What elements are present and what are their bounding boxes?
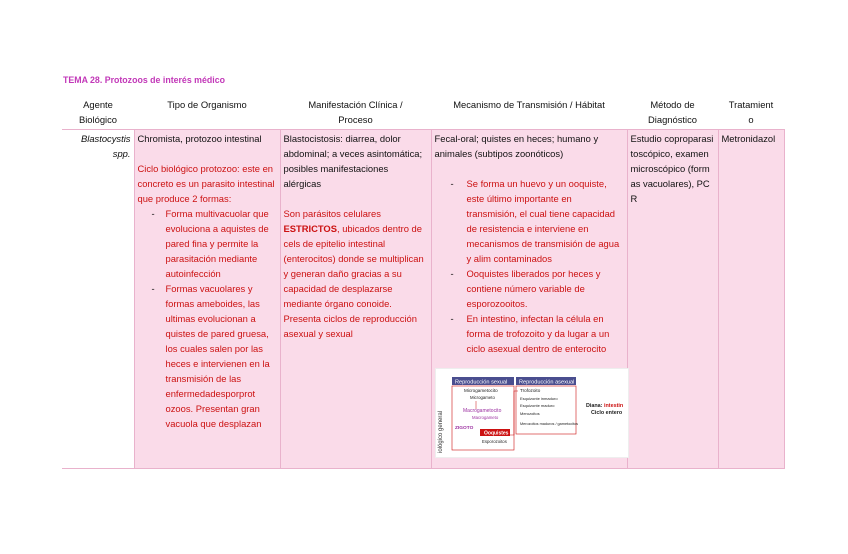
cell-treatment: Metronidazol: [718, 130, 784, 469]
cell-agent: Blastocystis spp.: [62, 130, 134, 469]
label-esporozoitos: Esporozoitos: [481, 439, 507, 444]
cell-mechanism: [431, 130, 627, 469]
label-diana: Diana:: [585, 403, 602, 409]
header-agent: Agente Biológico: [62, 95, 134, 130]
life-cycle-svg: [436, 369, 628, 457]
label-esquizonte-inmaduro: Esquizonte inmaduro: [519, 396, 558, 401]
cell-type: [134, 130, 280, 469]
header-manifestation: Manifestación Clínica / Proceso: [280, 95, 431, 130]
manifest-red-text: Son parásitos celulares ESTRICTOS, ubicados dentro de cels de epitelio intestinal (enterocitos) donde se multiplican y generan daño gracias a su capacidad de desplazarse mediante órgano conoide. Presenta ciclos de reproducción asexual y sexual: [283, 208, 424, 339]
sexual-header: Reproducción sexual: [454, 379, 507, 386]
label-esquizonte-maduro: Esquizonte maduro: [519, 403, 554, 408]
asexual-header: Reproducción asexual: [518, 379, 574, 386]
cell-manifestation: [280, 130, 431, 469]
label-macrogameto: Macrogameto: [471, 415, 498, 420]
table-row: [62, 130, 784, 469]
label-ooquistes: Ooquistes: [483, 430, 508, 437]
type-forms-list: [138, 206, 277, 431]
header-row: [62, 95, 784, 130]
mechanism-list: [435, 176, 624, 356]
list-item: - Forma multivacuolar que evoluciona a aquistes de pared fina y permite la parasitación mediante autoinfección: [156, 206, 277, 281]
cell-diagnosis: Estudio coproparasitoscópico, examen microscópico (formas vacuolares), PCR: [627, 130, 718, 469]
life-cycle-diagram: [435, 368, 629, 458]
topic-title: TEMA 28. Protozoos de interés médico: [63, 75, 225, 85]
label-zigoto: ZIGOTO: [454, 426, 473, 431]
label-microgametocito: Microgametocito: [463, 388, 498, 393]
label-merozoitos: Merozoitos: [519, 411, 540, 416]
label-microgameto: Microgameto: [469, 395, 495, 400]
type-intro: Chromista, protozoo intestinal: [137, 133, 262, 144]
label-ciclo: Ciclo entero: [590, 410, 622, 416]
manifest-text: Blastocistosis: diarrea, dolor abdominal; a veces asintomática; posibles manifestaciones alérgicas: [283, 133, 423, 189]
label-merozoitos-maduros: Merozoitos maduros / gametocitos: [519, 422, 578, 426]
label-diana-value: intestin: [603, 403, 623, 409]
list-item: - Se forma un huevo y un ooquiste, este último importante en transmisión, el cual tiene capacidad de resistencia e interviene en mecanismos de transmisión de agua y alim contaminados: [449, 176, 624, 266]
list-item: - Formas vacuolares y formas ameboides, las ultimas evolucionan a quistes de pared gruesa, los cuales salen por las heces e intervienen en la transmisión de las enfermedadesporprot ozoos. Presentan gran vacuola que desplazan: [156, 281, 277, 431]
header-diagnosis: Método de Diagnóstico: [627, 95, 718, 130]
header-treatment: Tratamient o: [718, 95, 784, 130]
list-item: - En intestino, infectan la célula en forma de trofozoito y da lugar a un ciclo asexual dentro de enterocito: [449, 311, 624, 356]
protozoa-table: [62, 95, 785, 469]
header-mechanism: Mecanismo de Transmisión / Hábitat: [431, 95, 627, 130]
label-trofozoito: Trofozoito: [519, 388, 540, 393]
diagram-side-label: iológico general: [437, 410, 444, 453]
mechanism-text: Fecal-oral; quistes en heces; humano y animales (subtipos zoonóticos): [434, 133, 599, 159]
list-item: - Ooquistes liberados por heces y contiene número variable de esporozooitos.: [449, 266, 624, 311]
label-macrogametocito: Macrogametocito: [462, 408, 501, 414]
type-cycle: Ciclo biológico protozoo: este en concreto es un parasito intestinal que produce 2 formas:: [137, 163, 275, 204]
header-type: Tipo de Organismo: [134, 95, 280, 130]
